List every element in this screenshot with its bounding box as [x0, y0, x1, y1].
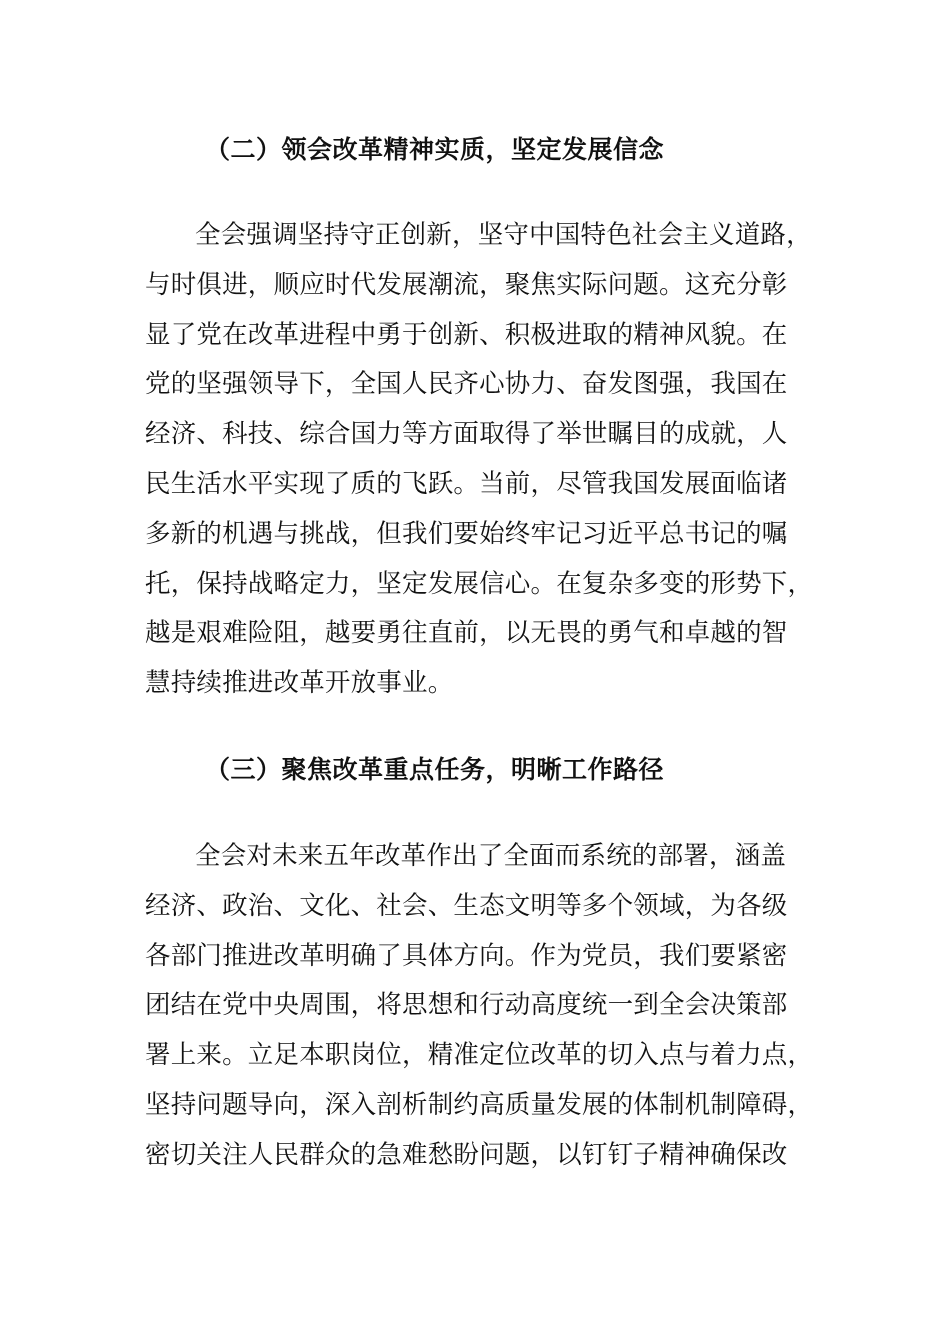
paragraph-line: 托，保持战略定力，坚定发展信心。在复杂多变的形势下， — [145, 568, 814, 599]
paragraph-line: 密切关注人民群众的急难愁盼问题，以钉钉子精神确保改 — [145, 1139, 788, 1170]
paragraph-line: 多新的机遇与挑战，但我们要始终牢记习近平总书记的嘱 — [145, 518, 788, 549]
paragraph-line: 与时俱进，顺应时代发展潮流，聚焦实际问题。这充分彰 — [145, 269, 788, 300]
paragraph-line: 团结在党中央周围，将思想和行动高度统一到全会决策部 — [145, 990, 788, 1021]
paragraph-line: 显了党在改革进程中勇于创新、积极进取的精神风貌。在 — [145, 319, 788, 350]
paragraph-line: 越是艰难险阻，越要勇往直前，以无畏的勇气和卓越的智 — [145, 618, 788, 649]
paragraph-line: 各部门推进改革明确了具体方向。作为党员，我们要紧密 — [145, 940, 788, 971]
paragraph-line: 经济、科技、综合国力等方面取得了举世瞩目的成就，人 — [145, 419, 788, 450]
paragraph-line: 党的坚强领导下，全国人民齐心协力、奋发图强，我国在 — [145, 369, 788, 400]
paragraph-line: 署上来。立足本职岗位，精准定位改革的切入点与着力点， — [145, 1040, 814, 1071]
paragraph-line: 全会强调坚持守正创新，坚守中国特色社会主义道路， — [195, 220, 812, 250]
section-heading: （三）聚焦改革重点任务，明晰工作路径 — [205, 755, 665, 784]
section-paragraph — [145, 832, 814, 1181]
paragraph-line: 民生活水平实现了质的飞跃。当前，尽管我国发展面临诸 — [145, 468, 788, 499]
paragraph-line: 慧持续推进改革开放事业。 — [145, 668, 454, 699]
paragraph-line: 坚持问题导向，深入剖析制约高质量发展的体制机制障碍， — [145, 1089, 814, 1120]
paragraph-line: 全会对未来五年改革作出了全面而系统的部署，涵盖 — [195, 841, 787, 871]
paragraph-line: 经济、政治、文化、社会、生态文明等多个领域，为各级 — [145, 890, 788, 921]
section-paragraph — [145, 211, 814, 709]
section-heading: （二）领会改革精神实质，坚定发展信念 — [205, 135, 665, 164]
